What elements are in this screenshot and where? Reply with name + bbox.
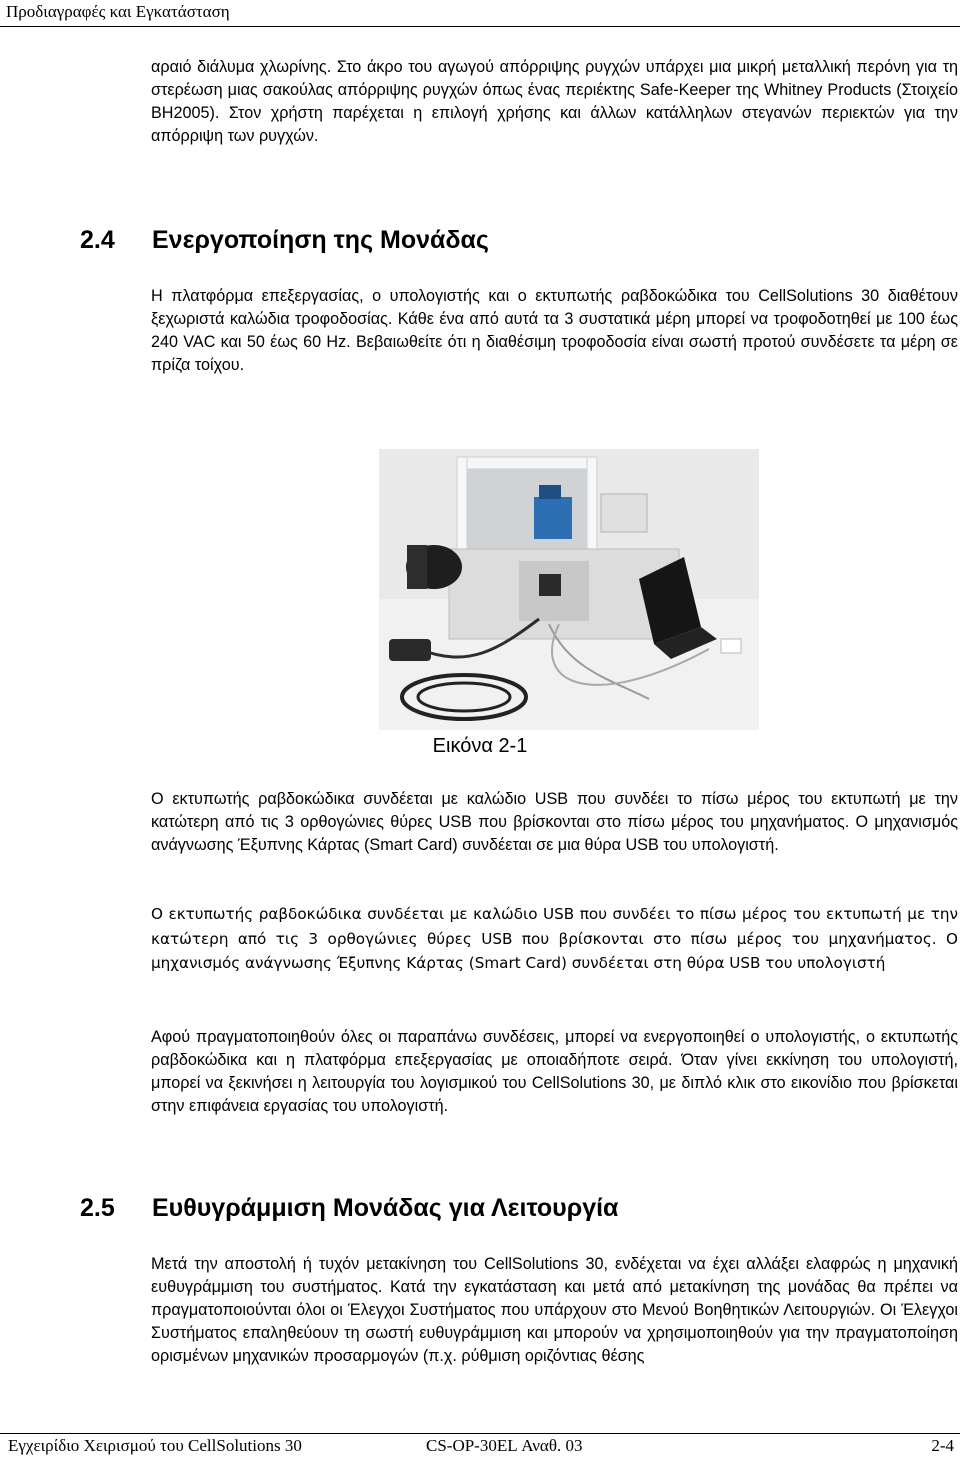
paragraph-4: Ο εκτυπωτής ραβδοκώδικα συνδέεται με καλώδιο USB που συνδέει το πίσω μέρος του εκτυπωτή με την κατώτερη από τις 3 ορθογώνιες θύρες USB που βρίσκονται στο πίσω μέρος του μηχανήματος. Ο μηχανισμός ανάγνωσης Έξυπνης Κάρτας (Smart Card) συνδέεται στη θύρα USB του υπολογιστή <box>151 905 958 972</box>
header-rule <box>0 26 960 27</box>
section-number: 2.5 <box>80 1194 115 1222</box>
paragraph-5: Αφού πραγματοποιηθούν όλες οι παραπάνω συνδέσεις, μπορεί να ενεργοποιηθεί ο υπολογιστής, ο εκτυπωτής ραβδοκώδικα και η πλατφόρμα επεξεργασίας με οποιαδήποτε σειρά. Όταν γίνει εκκίνηση του υπολογιστή, μπορεί να ξεκινήσει η λειτουργία του λογισμικού του CellSolutions 30, με διπλό κλικ στο εικονίδιο που βρίσκεται στην επιφάνεια εργασίας του υπολογιστή. <box>151 1028 958 1115</box>
footer-rule <box>0 1433 960 1434</box>
paragraph-2: Η πλατφόρμα επεξεργασίας, ο υπολογιστής και ο εκτυπωτής ραβδοκώδικα του CellSolutions 30 διαθέτουν ξεχωριστά καλώδια τροφοδοσίας. Κάθε ένα από αυτά τα 3 συστατικά μέρη μπορεί να τροφοδοτηθεί με 100 έως 240 VAC και 50 έως 60 Hz. Βεβαιωθείτε ότι η διαθέσιμη τροφοδοσία είναι σωστή προτού συνδέσετε τα μέρη σε πρίζα τοίχου. <box>151 287 958 374</box>
footer-page-number: 2-4 <box>931 1436 954 1455</box>
paragraph-5-container <box>151 1026 958 1118</box>
paragraph-1-container <box>151 56 958 148</box>
paragraph-6: Μετά την αποστολή ή τυχόν μετακίνηση του CellSolutions 30, ενδέχεται να έχει αλλάξει ελαφρώς η μηχανική ευθυγράμμιση του συστήματος. Κατά την εγκατάσταση και μετά από μετακίνηση της μονάδας θα πρέπει να πραγματοποιούνται όλοι οι Έλεγχοι Συστήματος που υπάρχουν στο Μενού Βοηθητικών Λειτουργιών. Οι Έλεγχοι Συστήματος επαληθεύουν τη σωστή ευθυγράμμιση και μπορούν να χρησιμοποιηθούν για την πραγματοποίηση ορισμένων μηχανικών προσαρμογών (π.χ. ρύθμιση οριζόντιας θέσης <box>151 1255 958 1365</box>
figure-caption: Εικόνα 2-1 <box>432 735 528 757</box>
paragraph-3-container <box>151 788 958 857</box>
paragraph-1: αραιό διάλυμα χλωρίνης. Στο άκρο του αγωγού απόρριψης ρυγχών υπάρχει μια μικρή μεταλλική περόνη για τη στερέωση μιας σακούλας απόρριψης ρυγχών όπως ένας περιέκτης Safe-Keeper της Whitney Products (Στοιχείο ΒΗ2005). Στον χρήστη παρέχεται η επιλογή χρήσης και άλλων κατάλληλων στεγανών περιεκτών για την απόρριψη των ρυγχών. <box>151 58 958 145</box>
paragraph-4-container <box>151 902 958 976</box>
footer-center: CS-OP-30EL Αναθ. 03 <box>426 1436 583 1455</box>
section-number: 2.4 <box>80 226 115 254</box>
running-header: Προδιαγραφές και Εγκατάσταση <box>6 2 230 21</box>
device-setup-photo <box>379 449 759 730</box>
footer-left: Εγχειρίδιο Χειρισμού του CellSolutions 30 <box>8 1436 302 1455</box>
section-title: Ενεργοποίηση της Μονάδας <box>152 226 489 254</box>
section-heading-2-5 <box>80 1194 618 1223</box>
paragraph-2-container <box>151 285 958 377</box>
section-heading-2-4 <box>80 226 489 255</box>
paragraph-3: Ο εκτυπωτής ραβδοκώδικα συνδέεται με καλώδιο USB που συνδέει το πίσω μέρος του εκτυπωτή με την κατώτερη από τις 3 ορθογώνιες θύρες USB που βρίσκονται στο πίσω μέρος του μηχανήματος. Ο μηχανισμός ανάγνωσης Έξυπνης Κάρτας (Smart Card) συνδέεται σε μια θύρα USB του υπολογιστή. <box>151 790 958 854</box>
paragraph-6-container <box>151 1253 958 1368</box>
section-title: Ευθυγράμμιση Μονάδας για Λειτουργία <box>152 1194 619 1222</box>
